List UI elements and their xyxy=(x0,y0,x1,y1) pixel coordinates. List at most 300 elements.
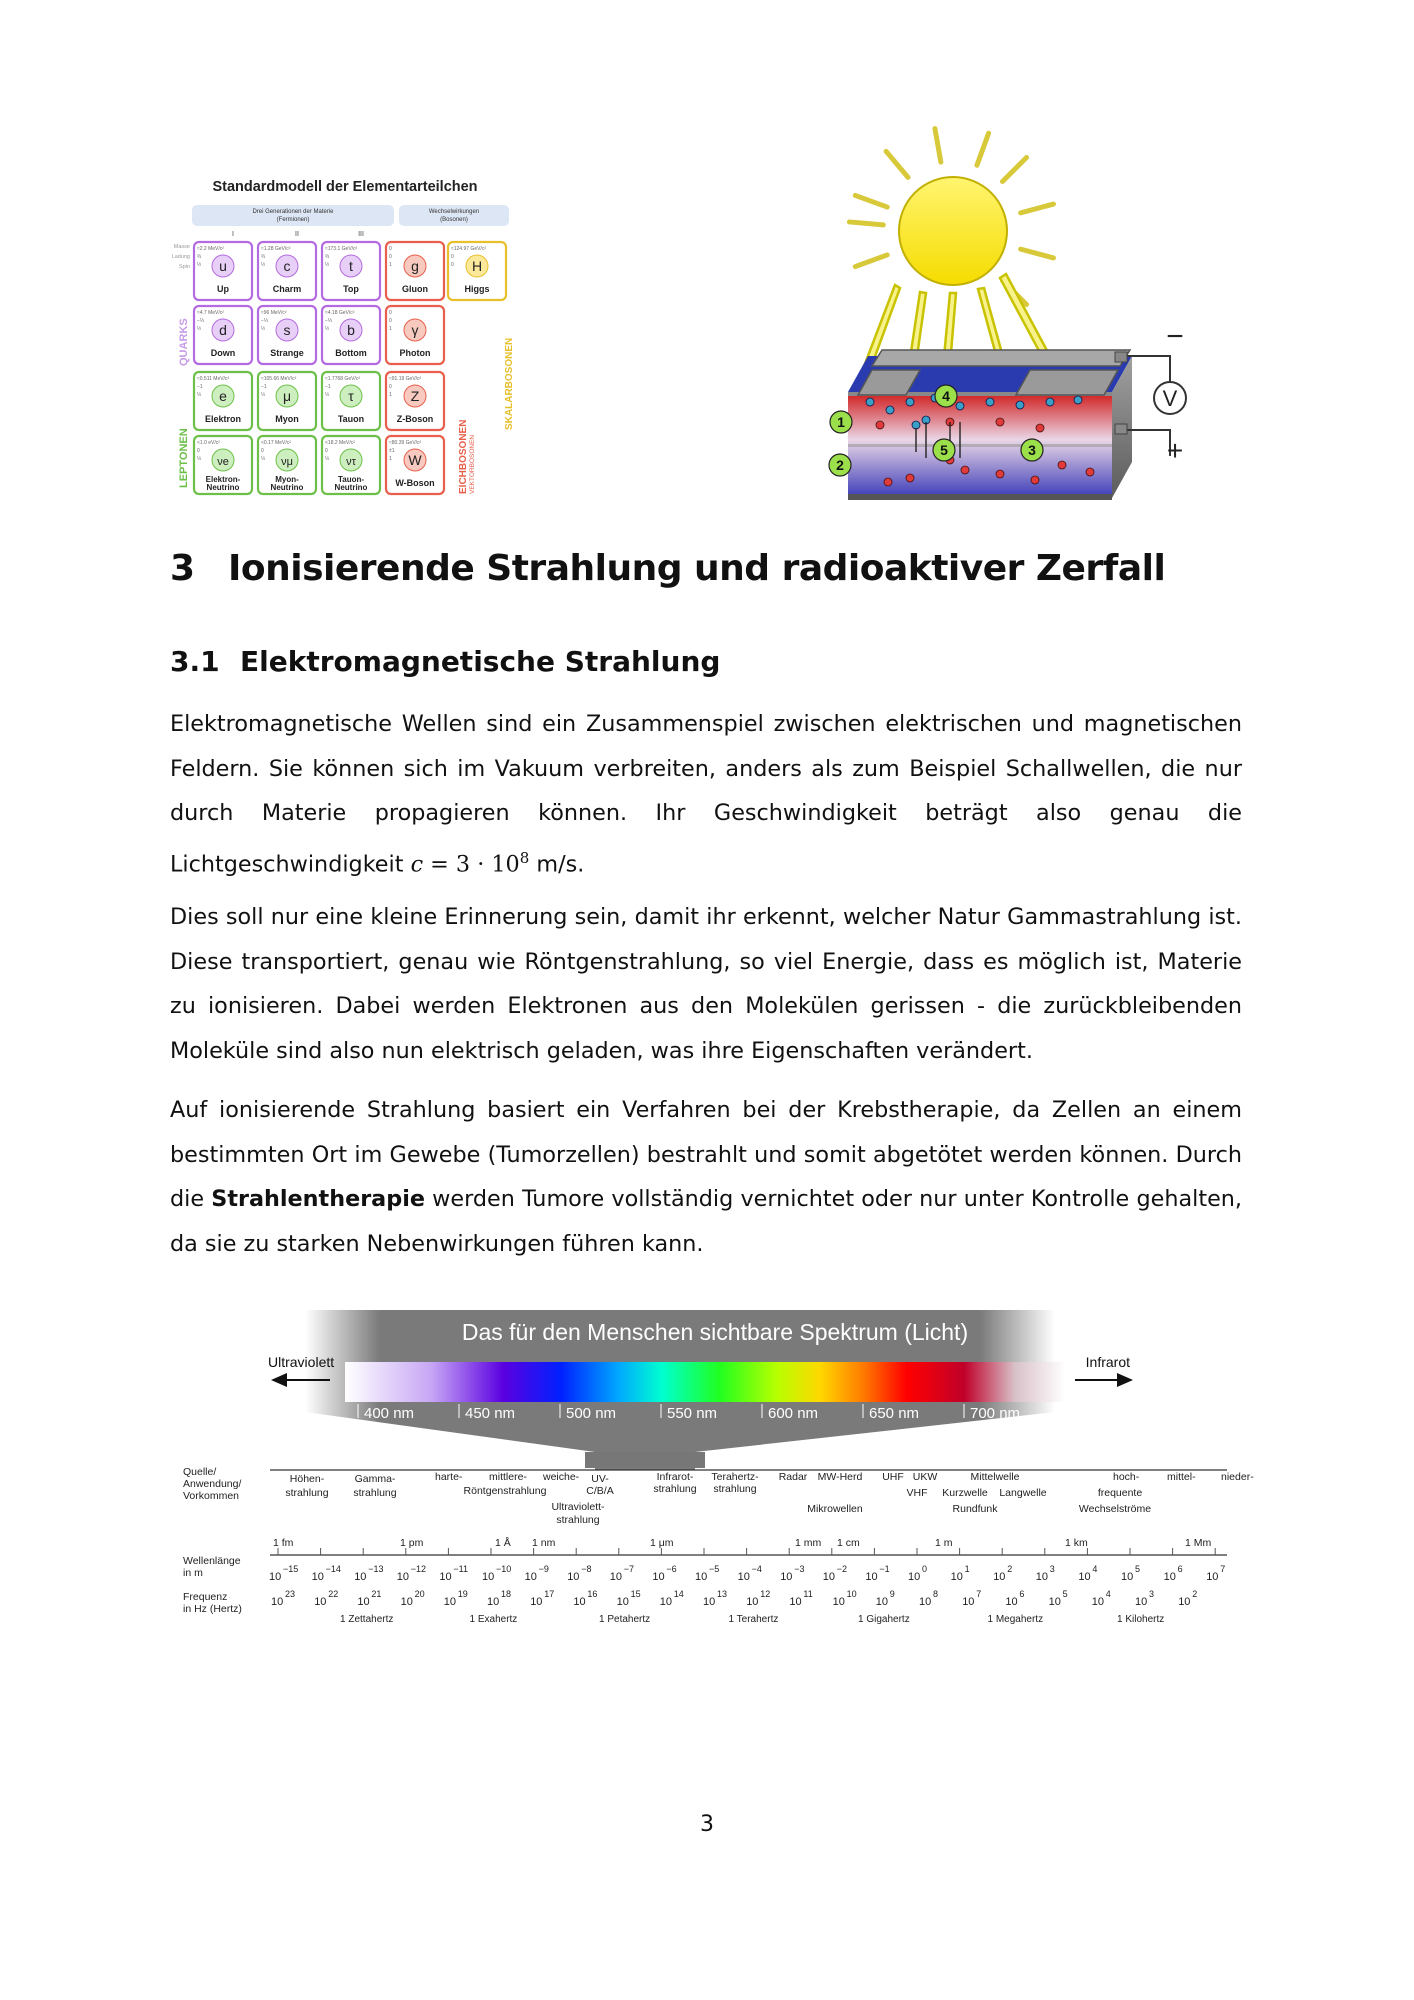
wavelength-base: 10 xyxy=(695,1571,708,1583)
generation-label: III xyxy=(358,231,364,238)
length-unit-label: 1 pm xyxy=(400,1537,424,1549)
visible-wavelength-label: 400 nm xyxy=(364,1405,415,1422)
frequency-unit-label: 1 Gigahertz xyxy=(858,1614,910,1625)
paragraph-3-text-before: Auf ionisierende Strahlung basiert ein Verfahren bei der Krebstherapie, da Zellen an einem bestimmten Ort im Gewebe (Tumorzellen) bestrahlt und somit abgetötet werden können. Durch die xyxy=(170,1097,1242,1212)
wavelength-base: 10 xyxy=(396,1571,410,1583)
particle-mass: <18.2 MeV/c² xyxy=(325,440,355,446)
frequency-base: 10 xyxy=(1135,1596,1148,1608)
paragraph-3-bold-term: Strahlentherapie xyxy=(211,1186,425,1212)
subsection-heading xyxy=(170,645,720,678)
paragraph-1-text: Elektromagnetische Wellen sind ein Zusammenspiel zwischen elektrischen und magnetischen Feldern. Sie können sich im Vakuum verbreiten, anders als zum Beispiel Schallwellen, die nur durch Materie propagieren können. Ihr Geschwindigkeit beträgt also genau die Lichtgeschwindigkeit xyxy=(170,711,1242,877)
frequency-unit-label: 1 Kilohertz xyxy=(1117,1614,1165,1625)
frequency-exponent: 9 xyxy=(889,1589,895,1599)
particle-name: Bottom xyxy=(335,348,367,358)
wavelength-exponent: −10 xyxy=(496,1564,512,1574)
subsection-title: Elektromagnetische Strahlung xyxy=(240,645,721,678)
paragraph-3-text-after: werden Tumore vollständig vernichtet oder nur unter Kontrolle gehalten, da sie zu starken Nebenwirkungen führen kann. xyxy=(170,1186,1243,1257)
frequency-base: 10 xyxy=(616,1596,629,1608)
particle-name: Tauon- xyxy=(337,475,365,484)
particle-mass: 0 xyxy=(389,310,392,316)
particle-up xyxy=(194,242,252,300)
frequency-unit-label: 1 Zettahertz xyxy=(340,1614,394,1625)
page-number: 3 xyxy=(700,1812,714,1837)
wavelength-exponent: −2 xyxy=(836,1564,848,1574)
particle-charge: 0 xyxy=(389,384,392,390)
wavelength-base: 10 xyxy=(1035,1571,1049,1583)
em-band-label: VHF xyxy=(906,1487,928,1499)
em-band-label: C/B/A xyxy=(586,1485,614,1497)
particle-mass: ≈2.2 MeV/c² xyxy=(197,246,224,252)
sun-ray xyxy=(855,195,887,207)
length-unit-label: 1 mm xyxy=(795,1537,822,1549)
sun-ray xyxy=(886,151,908,177)
speed-of-light-unit: m/s. xyxy=(529,850,585,877)
hole-dot xyxy=(1058,461,1066,469)
em-band-label: Ultraviolett- xyxy=(551,1501,605,1513)
source-label-1: Quelle/ xyxy=(183,1466,217,1478)
particle-w-boson xyxy=(386,436,444,494)
solar-cell-marker-label: 2 xyxy=(836,457,844,473)
infrared-label: Infrarot xyxy=(1085,1354,1130,1370)
sun-ray xyxy=(935,129,941,162)
sm-fermions-header-1: Drei Generationen der Materie xyxy=(252,209,334,215)
particle-bottom xyxy=(322,306,380,364)
frequency-unit-label: 1 Petahertz xyxy=(599,1614,651,1625)
em-band-label: harte- xyxy=(435,1471,463,1483)
particle-charge: 0 xyxy=(389,318,392,324)
em-spectrum-figure xyxy=(175,1310,1254,1640)
particle-symbol: γ xyxy=(411,322,419,338)
spectrum-title: Das für den Menschen sichtbare Spektrum (Licht) xyxy=(461,1319,969,1345)
wavelength-exponent: 5 xyxy=(1135,1564,1141,1574)
particle-myon-neutrino xyxy=(258,436,316,494)
source-label-3: Vorkommen xyxy=(183,1490,240,1502)
sun-ray xyxy=(849,222,883,225)
particle-name: Myon xyxy=(275,414,299,424)
wavelength-exponent: −6 xyxy=(666,1564,677,1574)
solar-cell-marker-label: 3 xyxy=(1028,442,1036,458)
particle-spin: ½ xyxy=(197,262,202,268)
particle-mass: ≈96 MeV/c² xyxy=(261,310,287,316)
frequency-exponent: 13 xyxy=(717,1589,728,1599)
frequency-base: 10 xyxy=(875,1596,889,1608)
wavelength-exponent: −7 xyxy=(623,1564,635,1574)
frequency-exponent: 17 xyxy=(544,1589,555,1599)
particle-symbol: H xyxy=(471,258,483,274)
frequency-exponent: 4 xyxy=(1105,1589,1111,1599)
particle-strange xyxy=(258,306,316,364)
wavelength-base: 10 xyxy=(908,1571,921,1583)
frequency-unit-label: 1 Megahertz xyxy=(987,1614,1044,1625)
electron-dot xyxy=(886,406,894,414)
em-band-label: Kurzwelle xyxy=(942,1487,988,1499)
particle-name: Neutrino xyxy=(334,483,368,492)
section-heading xyxy=(170,548,1165,589)
particle-spin: ½ xyxy=(261,326,266,332)
em-band-label: mittel- xyxy=(1167,1471,1196,1483)
sun-icon xyxy=(849,129,1053,305)
frequency-exponent: 18 xyxy=(501,1589,512,1599)
particle-spin: 1 xyxy=(389,262,392,268)
particle-symbol: νe xyxy=(217,456,229,468)
particle-mass: ≈80.39 GeV/c² xyxy=(389,440,422,446)
particle-charge: 0 xyxy=(451,254,454,260)
frequency-unit-label: 1 Exahertz xyxy=(469,1614,518,1625)
particle-spin: ½ xyxy=(325,392,330,398)
sm-bosons-header-1: Wechselwirkungen xyxy=(428,209,480,215)
particle-mass: ≈1.28 GeV/c² xyxy=(261,246,291,252)
frequency-base: 10 xyxy=(962,1596,975,1608)
wavelength-exponent: −1 xyxy=(879,1564,890,1574)
particle-charge: 0 xyxy=(389,254,392,260)
em-band-label: Mittelwelle xyxy=(970,1471,1020,1483)
hole-dot xyxy=(906,474,914,482)
frequency-base: 10 xyxy=(919,1596,932,1608)
em-band-label: frequente xyxy=(1097,1487,1143,1499)
particle-name: Top xyxy=(343,284,359,294)
speed-of-light-value: = 3 · 10 xyxy=(423,850,520,877)
particle-spin: 0 xyxy=(451,262,454,268)
electron-dot xyxy=(986,398,994,406)
particle-name: Strange xyxy=(270,348,304,358)
particle-symbol: τ xyxy=(348,388,354,404)
electron-dot xyxy=(1074,396,1082,404)
frequency-base: 10 xyxy=(530,1596,543,1608)
wavelength-exponent: 3 xyxy=(1049,1564,1055,1574)
frequency-exponent: 15 xyxy=(630,1589,641,1599)
frequency-base: 10 xyxy=(357,1596,370,1608)
length-unit-label: 1 fm xyxy=(273,1537,294,1549)
particle-charge: ±1 xyxy=(389,448,395,454)
frequency-base: 10 xyxy=(1091,1596,1105,1608)
particle-symbol: μ xyxy=(282,388,292,404)
particle-charge: −1 xyxy=(261,384,267,390)
wavelength-exponent: 0 xyxy=(922,1564,928,1574)
wavelength-exponent: −9 xyxy=(538,1564,549,1574)
em-band-label: Terahertz- xyxy=(711,1471,759,1483)
wavelength-exponent: −4 xyxy=(751,1564,762,1574)
particle-spin: 1 xyxy=(389,392,392,398)
em-band-label: strahlung xyxy=(353,1487,397,1499)
em-band-label: strahlung xyxy=(556,1514,600,1526)
frequency-base: 10 xyxy=(789,1596,802,1608)
em-band-label: mittlere- xyxy=(489,1471,527,1483)
electron-dot xyxy=(866,398,874,406)
paragraph-1 xyxy=(170,702,1242,886)
particle-spin: ½ xyxy=(325,326,330,332)
speed-of-light-symbol: c xyxy=(410,850,424,877)
length-unit-label: 1 nm xyxy=(532,1537,556,1549)
em-band-label: Gamma- xyxy=(354,1473,396,1485)
wavelength-base: 10 xyxy=(737,1571,750,1583)
particle-name: Tauon xyxy=(337,414,365,424)
frequency-base: 10 xyxy=(1048,1596,1061,1608)
particle-name: Up xyxy=(217,284,229,294)
particle-name: Gluon xyxy=(402,284,428,294)
frequency-base: 10 xyxy=(314,1596,327,1608)
sm-label-quarks: QUARKS xyxy=(178,318,190,366)
length-unit-label: 1 m xyxy=(935,1537,953,1549)
visible-wavelength-label: 650 nm xyxy=(869,1405,920,1422)
subsection-number: 3.1 xyxy=(170,645,220,678)
wavelength-base: 10 xyxy=(482,1571,495,1583)
visible-wavelength-label: 700 nm xyxy=(970,1405,1021,1422)
particle-symbol: t xyxy=(349,258,353,274)
visible-wavelength-label: 550 nm xyxy=(667,1405,718,1422)
particle-charge: ⅔ xyxy=(261,254,266,260)
particle-name: Neutrino xyxy=(206,483,240,492)
hole-dot xyxy=(996,418,1004,426)
particle-symbol: g xyxy=(411,258,419,274)
particle-mass: ≈4.18 GeV/c² xyxy=(325,310,355,316)
wavelength-label-2: in m xyxy=(183,1567,203,1579)
sm-title: Standardmodell der Elementarteilchen xyxy=(212,179,478,195)
sun-ray xyxy=(1021,249,1054,258)
sm-row-label: Ladung xyxy=(171,254,190,260)
hole-dot xyxy=(996,470,1004,478)
frequency-exponent: 22 xyxy=(328,1589,339,1599)
em-band-label: Röntgenstrahlung xyxy=(463,1485,547,1497)
em-band-label: Höhen- xyxy=(289,1473,325,1485)
particle-symbol: b xyxy=(347,322,355,338)
electron-dot xyxy=(906,398,914,406)
wavelength-base: 10 xyxy=(439,1571,452,1583)
wavelength-base: 10 xyxy=(1206,1571,1219,1583)
electron-dot xyxy=(956,402,964,410)
particle-symbol: c xyxy=(283,258,291,274)
wavelength-exponent: −11 xyxy=(453,1564,469,1574)
particle-name: Charm xyxy=(272,284,302,294)
sm-label-leptons: LEPTONEN xyxy=(178,428,190,488)
particle-symbol: ντ xyxy=(346,456,356,468)
em-band-label: Rundfunk xyxy=(952,1503,998,1515)
frequency-exponent: 23 xyxy=(285,1589,296,1599)
particle-charge: 0 xyxy=(325,448,328,454)
frequency-unit-label: 1 Terahertz xyxy=(728,1614,779,1625)
frequency-exponent: 10 xyxy=(846,1589,857,1599)
generation-label: II xyxy=(295,231,299,238)
particle-name: Elektron xyxy=(204,414,242,424)
sm-bosons-header-2: (Bosonen) xyxy=(440,217,468,223)
particle-spin: ½ xyxy=(261,262,266,268)
frequency-base: 10 xyxy=(832,1596,845,1608)
plus-terminal-label: + xyxy=(1166,435,1184,466)
particle-spin: ½ xyxy=(261,392,266,398)
sun-ray xyxy=(855,255,887,267)
wavelength-base: 10 xyxy=(524,1571,537,1583)
particle-charge: −1 xyxy=(197,384,203,390)
particle-symbol: s xyxy=(283,322,291,338)
particle-symbol: d xyxy=(219,322,227,338)
frequency-exponent: 16 xyxy=(587,1589,598,1599)
wavelength-exponent: 4 xyxy=(1092,1564,1098,1574)
particle-tauon xyxy=(322,372,380,430)
frequency-exponent: 5 xyxy=(1062,1589,1068,1599)
particle-name: Higgs xyxy=(464,284,490,294)
visible-wavelength-label: 500 nm xyxy=(566,1405,617,1422)
particle-spin: ½ xyxy=(197,456,202,462)
particle-charge: −1 xyxy=(325,384,331,390)
frequency-base: 10 xyxy=(1178,1596,1191,1608)
sm-fermions-header-2: (Fermionen) xyxy=(276,217,310,223)
particle-symbol: W xyxy=(408,452,422,468)
spectrum-arrow-right xyxy=(1075,1373,1133,1387)
em-band-label: hoch- xyxy=(1113,1471,1140,1483)
particle-elektron-neutrino xyxy=(194,436,252,494)
frequency-base: 10 xyxy=(1005,1596,1018,1608)
frequency-exponent: 11 xyxy=(803,1589,813,1599)
particle-photon xyxy=(386,306,444,364)
wavelength-base: 10 xyxy=(609,1571,623,1583)
em-band-label: Wechselströme xyxy=(1078,1503,1152,1515)
wavelength-exponent: 6 xyxy=(1177,1564,1183,1574)
frequency-exponent: 8 xyxy=(933,1589,939,1599)
particle-mass: <0.17 MeV/c² xyxy=(261,440,291,446)
length-unit-label: 1 Mm xyxy=(1185,1537,1212,1549)
source-row-label xyxy=(183,1466,241,1502)
frequency-base: 10 xyxy=(271,1596,284,1608)
particle-mass: ≈1.7768 GeV/c² xyxy=(325,376,360,382)
particle-tauon-neutrino xyxy=(322,436,380,494)
em-band-label: strahlung xyxy=(713,1483,757,1495)
particle-charm xyxy=(258,242,316,300)
length-unit-label: 1 Å xyxy=(495,1537,511,1549)
particle-z-boson xyxy=(386,372,444,430)
voltmeter-label: V xyxy=(1162,386,1178,411)
wavelength-exponent: −5 xyxy=(709,1564,720,1574)
particle-gluon xyxy=(386,242,444,300)
particle-name: W-Boson xyxy=(395,478,435,488)
frequency-exponent: 12 xyxy=(760,1589,771,1599)
em-band-label: UHF xyxy=(882,1471,904,1483)
length-unit-label: 1 cm xyxy=(837,1537,860,1549)
wavelength-exponent: −8 xyxy=(581,1564,592,1574)
wavelength-exponent: 1 xyxy=(964,1564,970,1574)
frequency-exponent: 14 xyxy=(673,1589,684,1599)
particle-down xyxy=(194,306,252,364)
visible-wavelength-label: 600 nm xyxy=(768,1405,819,1422)
wavelength-exponent: −15 xyxy=(283,1564,299,1574)
source-label-2: Anwendung/ xyxy=(183,1478,242,1490)
frequency-base: 10 xyxy=(487,1596,500,1608)
em-band-label: nieder- xyxy=(1221,1471,1254,1483)
em-band-label: UV- xyxy=(591,1473,609,1485)
length-unit-label: 1 μm xyxy=(650,1537,674,1549)
wavelength-base: 10 xyxy=(567,1571,580,1583)
section-number: 3 xyxy=(170,548,195,589)
particle-mass: 0 xyxy=(389,246,392,252)
hole-dot xyxy=(961,466,969,474)
particle-mass: ≈91.19 GeV/c² xyxy=(389,376,422,382)
sm-row-label: Spin xyxy=(178,264,190,270)
sun-ray xyxy=(1021,204,1054,213)
particle-charge: −⅓ xyxy=(325,318,333,324)
wavelength-exponent: −3 xyxy=(794,1564,805,1574)
electron-dot xyxy=(1046,398,1054,406)
wavelength-exponent: 7 xyxy=(1220,1564,1226,1574)
em-band-label: Mikrowellen xyxy=(807,1503,863,1515)
wavelength-base: 10 xyxy=(269,1571,282,1583)
generation-label: I xyxy=(232,231,234,238)
hole-dot xyxy=(1036,424,1044,432)
particle-name: Down xyxy=(210,348,236,358)
wavelength-exponent: 2 xyxy=(1007,1564,1013,1574)
particle-charge: ⅔ xyxy=(197,254,202,260)
visible-wavelength-label: 450 nm xyxy=(465,1405,516,1422)
particle-charge: −⅓ xyxy=(197,318,205,324)
wavelength-base: 10 xyxy=(1121,1571,1134,1583)
particle-symbol: u xyxy=(219,258,227,274)
hole-dot xyxy=(1031,476,1039,484)
wavelength-label-1: Wellenlänge xyxy=(183,1555,241,1567)
particle-mass: ≈124.97 GeV/c² xyxy=(451,246,486,252)
particle-spin: ½ xyxy=(325,262,330,268)
particle-spin: ½ xyxy=(325,456,330,462)
paragraph-2: Dies soll nur eine kleine Erinnerung sein, damit ihr erkennt, welcher Natur Gammastrahlung ist. Diese transportiert, genau wie Röntgenstrahlung, so viel Energie, dass es möglich ist, Materie zu ionisieren. Dabei werden Elektronen aus den Molekülen gerissen - die zurückbleibenden Moleküle sind also nun elektrisch geladen, was ihre Eigenschaften verändert. xyxy=(170,904,1242,1064)
em-band-label: strahlung xyxy=(653,1483,697,1495)
electron-dot xyxy=(1016,401,1024,409)
frequency-exponent: 6 xyxy=(1019,1589,1025,1599)
standard-model-figure xyxy=(170,170,530,500)
sun-ray xyxy=(1002,157,1026,181)
em-band-label: strahlung xyxy=(285,1487,329,1499)
particle-symbol: e xyxy=(219,388,227,404)
particle-name: Elektron- xyxy=(205,475,241,484)
particle-elektron xyxy=(194,372,252,430)
frequency-base: 10 xyxy=(659,1596,673,1608)
particle-spin: 1 xyxy=(389,326,392,332)
frequency-base: 10 xyxy=(573,1596,586,1608)
frequency-exponent: 2 xyxy=(1192,1589,1198,1599)
particle-spin: ½ xyxy=(197,326,202,332)
wavelength-base: 10 xyxy=(780,1571,793,1583)
frequency-base: 10 xyxy=(443,1596,457,1608)
particle-higgs xyxy=(448,242,506,300)
particle-myon xyxy=(258,372,316,430)
ultraviolet-label: Ultraviolett xyxy=(268,1354,335,1370)
wavelength-base: 10 xyxy=(354,1571,367,1583)
em-band-label: UKW xyxy=(912,1471,938,1483)
frequency-exponent: 21 xyxy=(371,1589,382,1599)
wavelength-exponent: −14 xyxy=(325,1564,341,1574)
frequency-exponent: 3 xyxy=(1149,1589,1155,1599)
sm-label-gauge: EICHBOSONEN xyxy=(458,419,469,494)
particle-spin: 1 xyxy=(389,456,392,462)
frequency-exponent: 20 xyxy=(414,1589,425,1599)
frequency-exponent: 7 xyxy=(976,1589,982,1599)
particle-mass: ≈0.511 MeV/c² xyxy=(197,376,230,382)
particle-charge: −⅓ xyxy=(261,318,269,324)
solar-cell-marker-label: 5 xyxy=(940,442,948,458)
minus-terminal-label: − xyxy=(1166,320,1184,353)
wavelength-base: 10 xyxy=(993,1571,1006,1583)
em-band-label: MW-Herd xyxy=(817,1471,863,1483)
wavelength-base: 10 xyxy=(1078,1571,1091,1583)
particle-mass: ≈4.7 MeV/c² xyxy=(197,310,224,316)
particle-charge: ⅔ xyxy=(325,254,330,260)
particle-symbol: νμ xyxy=(281,456,293,468)
wavelength-base: 10 xyxy=(865,1571,878,1583)
paragraph-3 xyxy=(170,1088,1242,1266)
particle-spin: ½ xyxy=(197,392,202,398)
particle-name: Neutrino xyxy=(270,483,304,492)
solar-cell-marker-label: 4 xyxy=(942,388,950,404)
sm-label-vector: VEKTORBOSONEN xyxy=(469,434,476,494)
hole-dot xyxy=(876,421,884,429)
particle-name: Photon xyxy=(399,348,431,358)
wavelength-base: 10 xyxy=(652,1571,665,1583)
wavelength-base: 10 xyxy=(311,1571,324,1583)
